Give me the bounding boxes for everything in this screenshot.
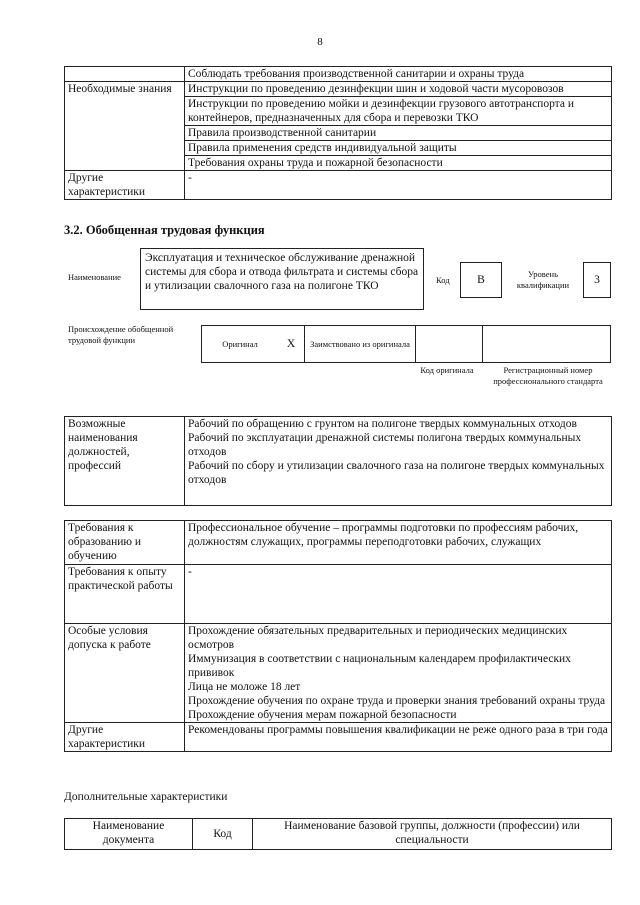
knowledge-items [185,82,612,171]
level-box [583,262,611,298]
position-item: Рабочий по эксплуатации дренажной системы полигона твердых коммунальных отходов [188,432,582,458]
special-condition-item: Прохождение обучения по охране труда и проверки знания требований охраны труда [188,695,606,707]
code-box [460,262,502,298]
special-condition-item: Лица не моложе 18 лет [188,681,301,693]
requirements-table [64,520,612,752]
page-number: 8 [317,36,323,48]
positions-label: Возможные наименования должностей, профессий [65,417,185,506]
reg-number-cell [483,326,610,362]
knowledge-label: Необходимые знания [65,82,185,171]
knowledge-table [64,66,612,200]
other-characteristics-label: Другие характеристики [65,171,185,200]
education-label: Требования к образованию и обучению [65,521,185,565]
position-item: Рабочий по обращению с грунтом на полигоне твердых коммунальных отходов [188,418,577,430]
level-label: Уровень квалификации [516,269,570,290]
code-label: Код [436,275,450,285]
positions-table [64,416,612,506]
education-value: Профессиональное обучение – программы подготовки по профессиям рабочих, должностям служащих, программы переподготовки рабочих, служащих [185,521,612,565]
code-value: В [477,274,485,286]
positions-items [185,417,612,506]
origin-label: Происхождение обобщенной трудовой функции [68,324,174,345]
code-caption: Код оригинала [420,365,474,375]
experience-label: Требования к опыту практической работы [65,565,185,624]
name-label: Наименование [68,272,121,282]
level-value: 3 [594,274,600,286]
knowledge-item: Инструкции по проведению дезинфекции шин и ходовой части мусоровозов [185,82,611,97]
knowledge-item: Правила производственной санитарии [185,126,611,141]
knowledge-item: Правила применения средств индивидуальной защиты [185,141,611,156]
special-condition-item: Иммунизация в соответствии с национальным календарем профилактических прививок [188,653,571,679]
knowledge-item: Требования охраны труда и пожарной безопасности [188,157,443,169]
col-document: Наименование документа [65,819,193,850]
special-condition-item: Прохождение обязательных предварительных и периодических медицинских осмотров [188,625,568,651]
special-condition-item: Прохождение обучения мерам пожарной безопасности [188,709,457,721]
special-conditions-label: Особые условия допуска к работе [65,624,185,723]
empty-label-cell [65,67,185,82]
special-conditions-items [185,624,612,723]
reg-caption: Регистрационный номер профессионального стандарта [493,365,603,386]
position-item: Рабочий по сбору и утилизации свалочного газа на полигоне твердых коммунальных отходов [188,460,605,486]
original-label: Оригинал [222,338,258,349]
action-item: Соблюдать требования производственной санитарии и охраны труда [185,67,612,82]
function-name-box [140,248,424,310]
original-mark: X [278,326,305,362]
knowledge-item: Инструкции по проведению мойки и дезинфекции грузового автотранспорта и контейнеров, предназначенных для сбора и перевозки ТКО [185,97,611,126]
origin-row [201,325,611,363]
col-group: Наименование базовой группы, должности (профессии) или специальности [253,819,612,850]
col-code: Код [193,819,253,850]
section-heading: 3.2. Обобщенная трудовая функция [64,223,265,237]
additional-table [64,818,612,850]
original-code-cell [416,326,483,362]
other-characteristics-value: - [185,171,612,200]
experience-value: - [185,565,612,624]
other-label: Другие характеристики [65,723,185,752]
additional-heading: Дополнительные характеристики [64,791,228,803]
function-name: Эксплуатация и техническое обслуживание дренажной системы для сбора и отвода фильтрата и системы сбора и утилизации свалочного газа на полигоне ТКО [145,252,419,292]
borrowed-label: Заимствовано из оригинала [305,326,416,362]
other-value: Рекомендованы программы повышения квалификации не реже одного раза в три года [185,723,612,752]
